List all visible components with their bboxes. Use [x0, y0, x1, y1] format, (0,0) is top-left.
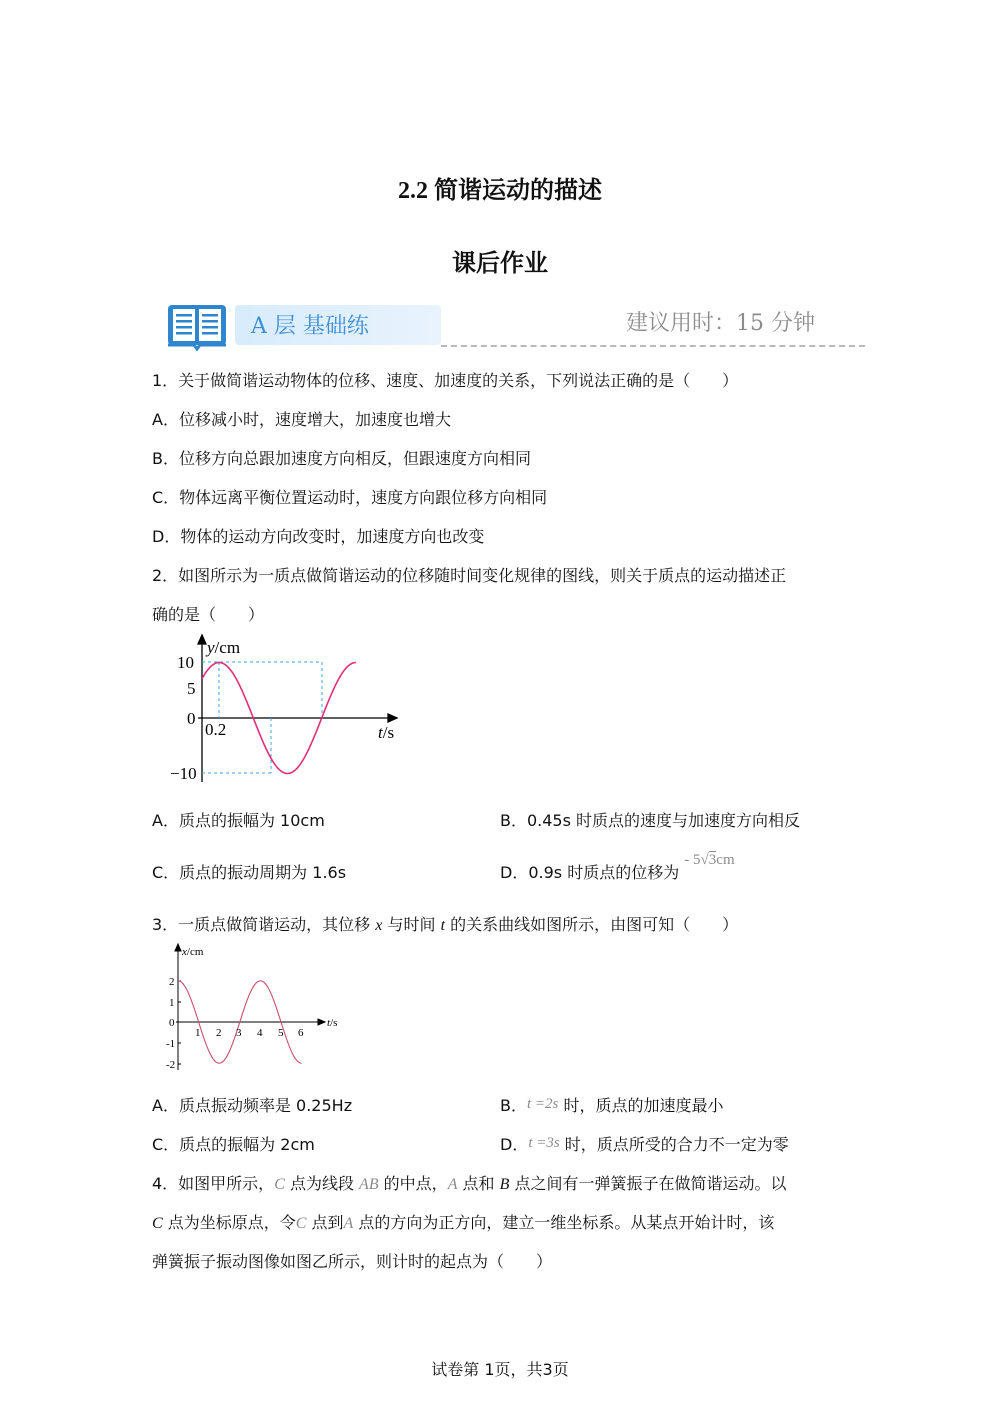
page-footer: 试卷第 1页，共3页	[431, 1360, 569, 1379]
q2-stem-line2: 确的是（ ）	[152, 605, 265, 624]
subtitle-text: 课后作业	[452, 249, 548, 277]
q2-ylabel: y/cm	[207, 638, 241, 657]
q3-xtick-2: 2	[216, 1027, 222, 1039]
q3-ylabel: x/cm	[182, 946, 204, 958]
q3-option-d-math: t =3s	[528, 1135, 560, 1151]
q4-l1-B: B	[499, 1176, 510, 1193]
q2-option-a: A．质点的振幅为 10cm	[152, 811, 325, 830]
q2-ytick-5: 5	[187, 679, 196, 698]
q3-xtick-6: 6	[298, 1027, 304, 1039]
q4-l2-C2: C	[295, 1215, 307, 1232]
q1-option-b: B．位移方向总跟加速度方向相反，但跟速度方向相同	[152, 449, 531, 468]
q3-axes	[175, 944, 325, 1070]
q4-l2-c: 点的方向为正方向，建立一维坐标系。从某点开始计时，该	[353, 1213, 775, 1232]
q3-option-a: A．质点振动频率是 0.25Hz	[152, 1096, 353, 1115]
q3-var-x: x	[375, 917, 383, 934]
title-text: 2.2 简谐运动的描述	[398, 178, 602, 204]
q4-l1-C: C	[274, 1176, 285, 1193]
q4-l1-d: 点和	[457, 1174, 500, 1193]
q3-xlabel: t/s	[327, 1017, 338, 1029]
q4-line1	[152, 1171, 787, 1194]
q4-line2	[152, 1210, 774, 1233]
q2-stem-line1: 2．如图所示为一质点做简谐运动的位移随时间变化规律的图线，则关于质点的运动描述正	[152, 566, 787, 585]
q4-l2-A: A	[343, 1215, 354, 1232]
level-tab	[235, 305, 441, 345]
q3-ytick-neg1: -1	[166, 1038, 176, 1050]
q3-xtick-4: 4	[257, 1027, 263, 1039]
q2-axes	[198, 635, 397, 782]
q3-ytick-2: 2	[169, 976, 175, 988]
q3-option-c: C．质点的振幅为 2cm	[152, 1135, 315, 1154]
q3-var-t: t	[440, 917, 446, 934]
q2-option-d-value	[684, 852, 734, 868]
q2-option-d-text: D．0.9s 时质点的位移为	[500, 863, 680, 882]
page-title	[0, 170, 1000, 205]
q3-option-b-math: t =2s	[526, 1096, 559, 1112]
q4-l1-c: 的中点，	[378, 1174, 448, 1193]
q3-option-b-post: 时，质点的加速度最小	[558, 1096, 724, 1115]
q3-graph	[160, 940, 350, 1075]
q2-option-c: C．质点的振动周期为 1.6s	[152, 863, 347, 882]
q2-option-d-unit: cm	[716, 852, 735, 868]
q3-option-d-post: 时，质点所受的合力不一定为零	[559, 1135, 789, 1154]
q1-stem: 1．关于做简谐运动物体的位移、速度、加速度的关系，下列说法正确的是（ ）	[152, 371, 739, 390]
q3-option-d	[500, 1132, 789, 1155]
q4-l2-C: C	[152, 1215, 163, 1232]
book-icon	[165, 300, 229, 352]
banner-divider	[441, 345, 865, 347]
q2-option-d-radicand: 3	[708, 852, 717, 868]
q4-l1-AB: AB	[359, 1176, 379, 1193]
page-subtitle	[0, 243, 1000, 278]
q4-l2-b: 点到	[306, 1213, 344, 1232]
q1-option-d: D．物体的运动方向改变时，加速度方向也改变	[152, 527, 485, 546]
q3-xtick-5: 5	[278, 1027, 284, 1039]
q2-ytick-0: 0	[187, 709, 196, 728]
q4-line3: 弹簧振子振动图像如图乙所示，则计时的起点为（ ）	[152, 1252, 553, 1271]
q3-ytick-0: 0	[169, 1017, 175, 1029]
q1-option-c: C．物体远离平衡位置运动时，速度方向跟位移方向相同	[152, 488, 548, 507]
sqrt-icon: √	[700, 852, 709, 868]
q2-option-d-minus: - 5	[684, 852, 701, 868]
q3-stem-post: 的关系曲线如图所示，由图可知（ ）	[445, 915, 739, 934]
q1-option-a: A．位移减小时，速度增大，加速度也增大	[152, 410, 451, 429]
q2-xtick-0.2: 0.2	[205, 720, 227, 739]
q3-stem	[152, 912, 738, 935]
q2-option-d	[500, 852, 735, 883]
q2-xlabel: t/s	[378, 723, 395, 742]
q2-ytick-10: 10	[177, 653, 194, 672]
q3-stem-mid: 与时间	[382, 915, 441, 934]
q4-l1-b: 点为线段	[284, 1174, 360, 1193]
q4-l1-a: 4．如图甲所示，	[152, 1174, 275, 1193]
q3-option-b-pre: B．	[500, 1096, 527, 1115]
q4-l2-a: 点为坐标原点，令	[162, 1213, 296, 1232]
section-banner	[165, 298, 865, 350]
q3-option-b	[500, 1093, 723, 1116]
q3-xtick-1: 1	[195, 1027, 201, 1039]
q3-stem-pre: 3．一质点做简谐运动，其位移	[152, 915, 376, 934]
level-label: A 层 基础练	[251, 314, 369, 339]
q4-l1-e: 点之间有一弹簧振子在做简谐运动。以	[509, 1174, 787, 1193]
q2-graph	[160, 632, 420, 792]
time-label: 建议用时：15 分钟	[626, 311, 815, 336]
q2-option-b: B．0.45s 时质点的速度与加速度方向相反	[500, 811, 801, 830]
q2-ytick-neg10: −10	[170, 764, 197, 783]
q3-ytick-neg2: -2	[166, 1059, 176, 1071]
q3-xtick-3: 3	[236, 1027, 242, 1039]
q4-l1-A: A	[447, 1176, 458, 1193]
q3-option-d-pre: D．	[500, 1135, 529, 1154]
q3-ytick-1: 1	[169, 997, 175, 1009]
